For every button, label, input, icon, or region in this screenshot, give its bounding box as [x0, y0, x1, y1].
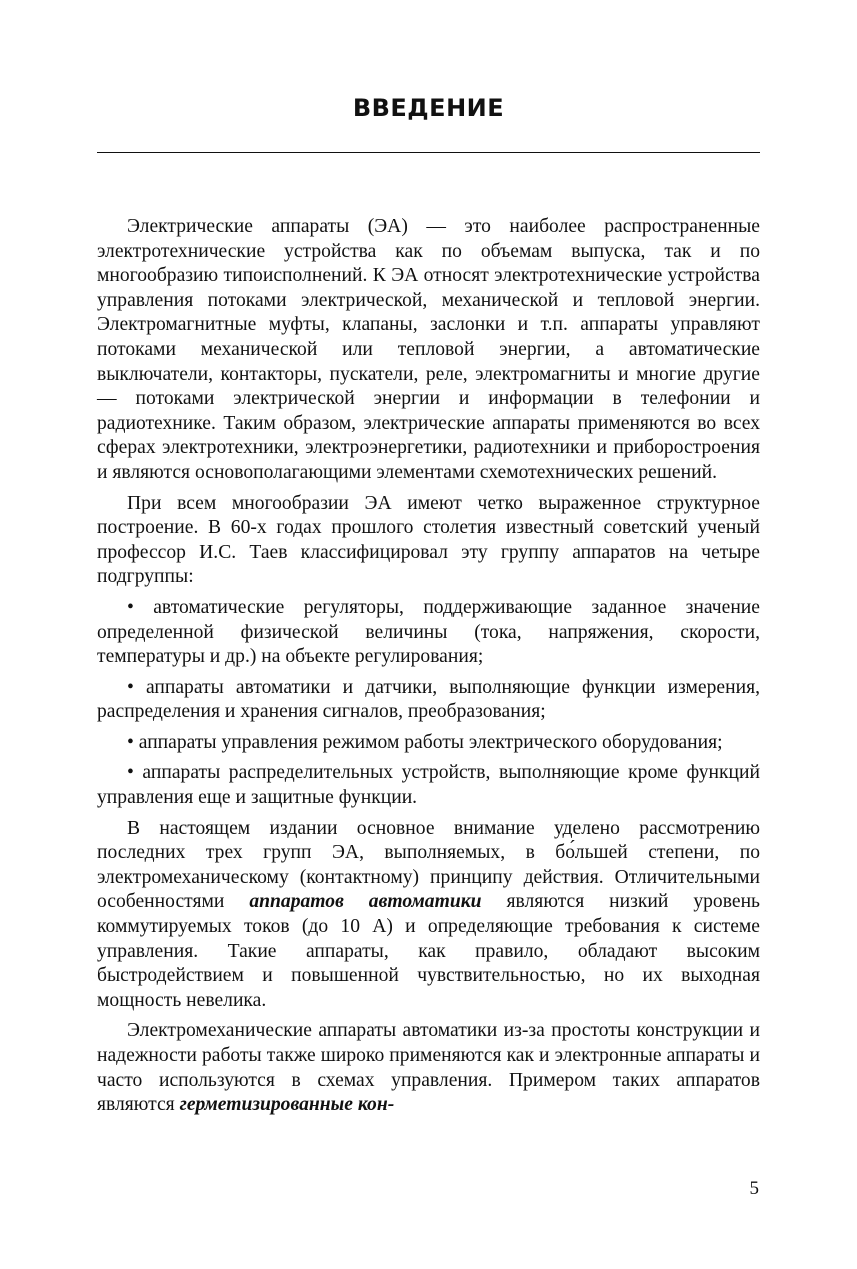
page-title: ВВЕДЕНИЕ: [352, 94, 505, 122]
emphasis-automation-devices: аппаратов автоматики: [249, 891, 482, 913]
list-item-control: • аппараты управления режимом работы электрического оборудования;: [127, 731, 723, 753]
page-number: 5: [749, 1178, 759, 1199]
emphasis-hermetic: герметизированные кон-: [179, 1094, 395, 1116]
paragraph-electromechanical-text: Электромеханические аппараты автоматики из-за простоты конструкции и надежности работы также широко применяются как и электронные аппараты и часто используются в схемах управления. Примером таких аппаратов являются: [97, 1020, 760, 1116]
title-divider: [97, 152, 760, 153]
list-item-regulators: • автоматические регуляторы, поддерживающие заданное значение определенной физической величины (тока, напряжения, скорости, температуры и др.) на объекте регулирования;: [97, 596, 760, 668]
paragraph-classification: При всем многообразии ЭА имеют четко выраженное структурное построение. В 60-х годах прошлого столетия известный советский ученый профессор И.С. Таев классифицировал эту группу аппаратов на четыре подгруппы:: [97, 492, 760, 588]
paragraph-electromechanical: [97, 1019, 760, 1117]
paragraph-focus-text-b: являются низкий уровень коммутируемых токов (до 10 А) и определяющие требования к системе управления. Такие аппараты, как правило, обладают высоким быстродействием и повышенной чувствительностью, но их выходная мощность невелика.: [97, 891, 760, 1011]
paragraph-intro: Электрические аппараты (ЭА) — это наиболее распространенные электротехнические устройства как по объемам выпуска, так и по многообразию типоисполнений. К ЭА относят электротехнические устройства управления потоками электрической, механической и тепловой энергии. Электромагнитные муфты, клапаны, заслонки и т.п. аппараты управляют потоками механической или тепловой энергии, а автоматические выключатели, контакторы, пускатели, реле, электромагниты и многие другие — потоками электрической энергии и информации в телефонии и радиотехнике. Таким образом, электрические аппараты применяются во всех сферах электротехники, электроэнергетики, радиотехники и приборостроения и являются основополагающими элементами схемотехнических решений.: [97, 216, 760, 483]
body-text: [97, 215, 760, 1124]
list-item-distribution: • аппараты распределительных устройств, выполняющие кроме функций управления еще и защитные функции.: [97, 762, 760, 809]
paragraph-focus: [97, 817, 760, 1014]
list-item-automation: • аппараты автоматики и датчики, выполняющие функции измерения, распределения и хранения сигналов, преобразования;: [97, 676, 760, 723]
paragraph-focus-text-a: В настоящем издании основное внимание уделено рассмотрению последних трех групп ЭА, выполняемых, в бо́льшей степени, по электромеханическому (контактному) принципу действия. Отличительными особенностями: [97, 817, 760, 913]
